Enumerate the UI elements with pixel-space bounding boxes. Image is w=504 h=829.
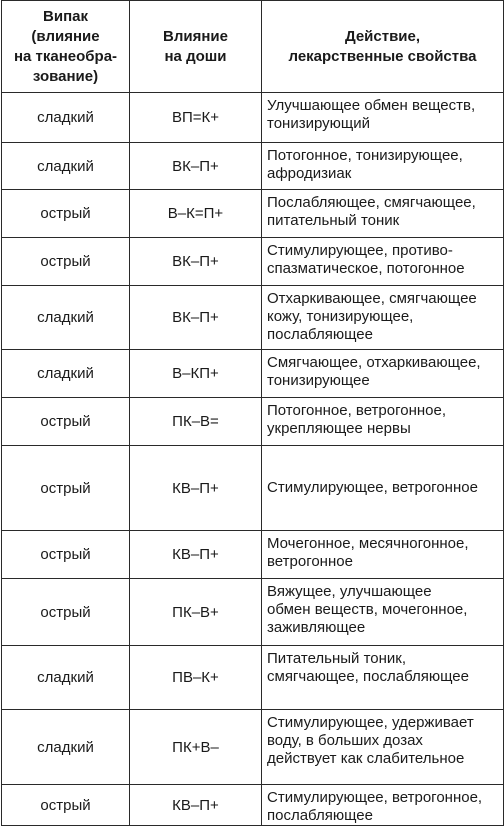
vipak-cell: острый xyxy=(2,190,130,238)
dosha-cell: ВП=К+ xyxy=(130,93,262,143)
dosha-cell: ПК–В+ xyxy=(130,579,262,646)
dosha-cell: КВ–П+ xyxy=(130,785,262,826)
action-cell: Стимулирующее, ветрогонное, послабляющее xyxy=(262,785,504,826)
table-row xyxy=(2,190,504,238)
action-cell: Улучшающее обмен веществ, тонизирующий xyxy=(262,93,504,143)
dosha-cell: ВК–П+ xyxy=(130,238,262,286)
table-row xyxy=(2,93,504,143)
table-row xyxy=(2,579,504,646)
action-cell: Мочегонное, месячногонное, ветрогонное xyxy=(262,531,504,579)
dosha-cell: ПК–В= xyxy=(130,398,262,446)
table-row xyxy=(2,646,504,710)
table-row xyxy=(2,446,504,531)
action-cell: Потогонное, ветрогонное, укрепляющее нервы xyxy=(262,398,504,446)
action-cell: Стимулирующее, ветрогонное xyxy=(262,446,504,531)
action-cell: Смягчающее, отхаркивающее, тонизирующее xyxy=(262,350,504,398)
table-header-row xyxy=(2,1,504,93)
header-vipak: Випак (влияние на тканеобра- зование) xyxy=(2,1,130,93)
vipak-cell: сладкий xyxy=(2,143,130,190)
table-row xyxy=(2,398,504,446)
vipak-cell: острый xyxy=(2,785,130,826)
table-row xyxy=(2,143,504,190)
action-cell: Отхаркивающее, смягчающее кожу, тонизирующее, послабляющее xyxy=(262,286,504,350)
table-row xyxy=(2,350,504,398)
header-dosha-influence: Влияние на доши xyxy=(130,1,262,93)
action-cell: Послабляющее, смягчающее, питательный тоник xyxy=(262,190,504,238)
header-action: Действие, лекарственные свойства xyxy=(262,1,504,93)
dosha-cell: В–КП+ xyxy=(130,350,262,398)
dosha-cell: ПВ–К+ xyxy=(130,646,262,710)
dosha-cell: В–К=П+ xyxy=(130,190,262,238)
vipak-cell: сладкий xyxy=(2,646,130,710)
vipak-cell: сладкий xyxy=(2,710,130,785)
table-row xyxy=(2,785,504,826)
vipak-cell: сладкий xyxy=(2,93,130,143)
vipak-cell: сладкий xyxy=(2,350,130,398)
table-row xyxy=(2,286,504,350)
vipak-cell: острый xyxy=(2,579,130,646)
action-cell: Потогонное, тонизирующее, афродизиак xyxy=(262,143,504,190)
action-cell: Питательный тоник, смягчающее, послабляющее xyxy=(262,646,504,710)
vipak-cell: острый xyxy=(2,398,130,446)
dosha-cell: КВ–П+ xyxy=(130,531,262,579)
vipak-cell: острый xyxy=(2,531,130,579)
dosha-cell: ПК+В– xyxy=(130,710,262,785)
vipak-cell: острый xyxy=(2,238,130,286)
dosha-cell: КВ–П+ xyxy=(130,446,262,531)
herb-properties-table xyxy=(1,0,504,826)
table-row xyxy=(2,710,504,785)
table-row xyxy=(2,531,504,579)
vipak-cell: сладкий xyxy=(2,286,130,350)
vipak-cell: острый xyxy=(2,446,130,531)
action-cell: Стимулирующее, противо- спазматическое, потогонное xyxy=(262,238,504,286)
dosha-cell: ВК–П+ xyxy=(130,286,262,350)
action-cell: Стимулирующее, удерживает воду, в больших дозах действует как слабительное xyxy=(262,710,504,785)
action-cell: Вяжущее, улучшающее обмен веществ, мочегонное, заживляющее xyxy=(262,579,504,646)
dosha-cell: ВК–П+ xyxy=(130,143,262,190)
table-row xyxy=(2,238,504,286)
